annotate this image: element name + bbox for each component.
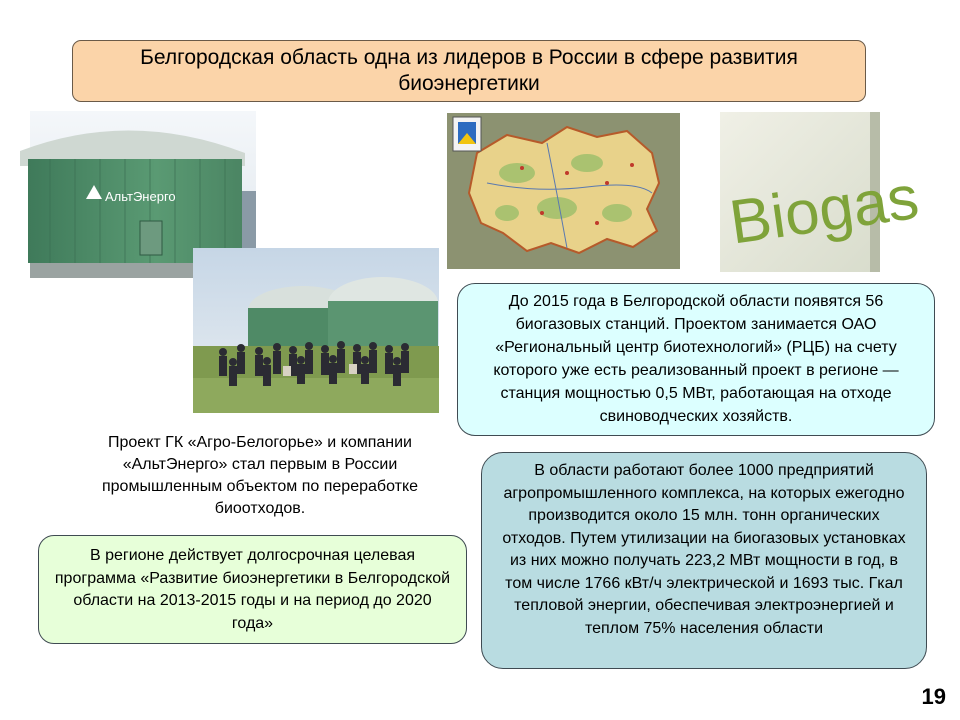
page-number: 19 <box>921 684 946 709</box>
altenergo-logo: АльтЭнерго <box>105 189 176 204</box>
slide-title <box>72 40 866 102</box>
biogas-sign-text: Biogas <box>725 162 923 258</box>
stations-text: До 2015 года в Белгородской области появятся 56 биогазовых станций. Проектом занимается ОАО «Региональный центр биотехнологий» (РЦБ) на счету которого уже есть реализованный проект в регионе — станция мощностью 0,5 МВт, работающая на отходе свиноводческих хозяйств. <box>493 293 899 425</box>
stations-callout <box>457 283 935 436</box>
biogas-sign-photo <box>720 112 923 272</box>
project-caption: Проект ГК «Агро-Белогорье» и компании «АльтЭнерго» стал первым в России промышленным объектом по переработке биоотходов. <box>101 434 419 517</box>
program-callout <box>38 535 467 644</box>
agro-callout <box>481 452 927 669</box>
region-map-photo <box>447 113 680 269</box>
agro-text: В области работают более 1000 предприятий агропромышленного комплекса, на которых ежегодно производится около 15 млн. тонн органических отходов. Путем утилизации на биогазовых установках из них можно получать 223,2 МВт мощности в год, в том числе 1766 кВт/ч электрической и 1693 тыс. Гкал тепловой энергии, обеспечивая электроэнергией и теплом 75% населения области <box>502 462 906 637</box>
slide-title-text: Белгородская область одна из лидеров в России в сфере развития биоэнергетики <box>140 46 798 95</box>
program-text: В регионе действует долгосрочная целевая программа «Развитие биоэнергетики в Белгородской области на 2013-2015 годы и на период до 2020 года» <box>54 547 451 632</box>
crowd-photo <box>193 248 439 413</box>
